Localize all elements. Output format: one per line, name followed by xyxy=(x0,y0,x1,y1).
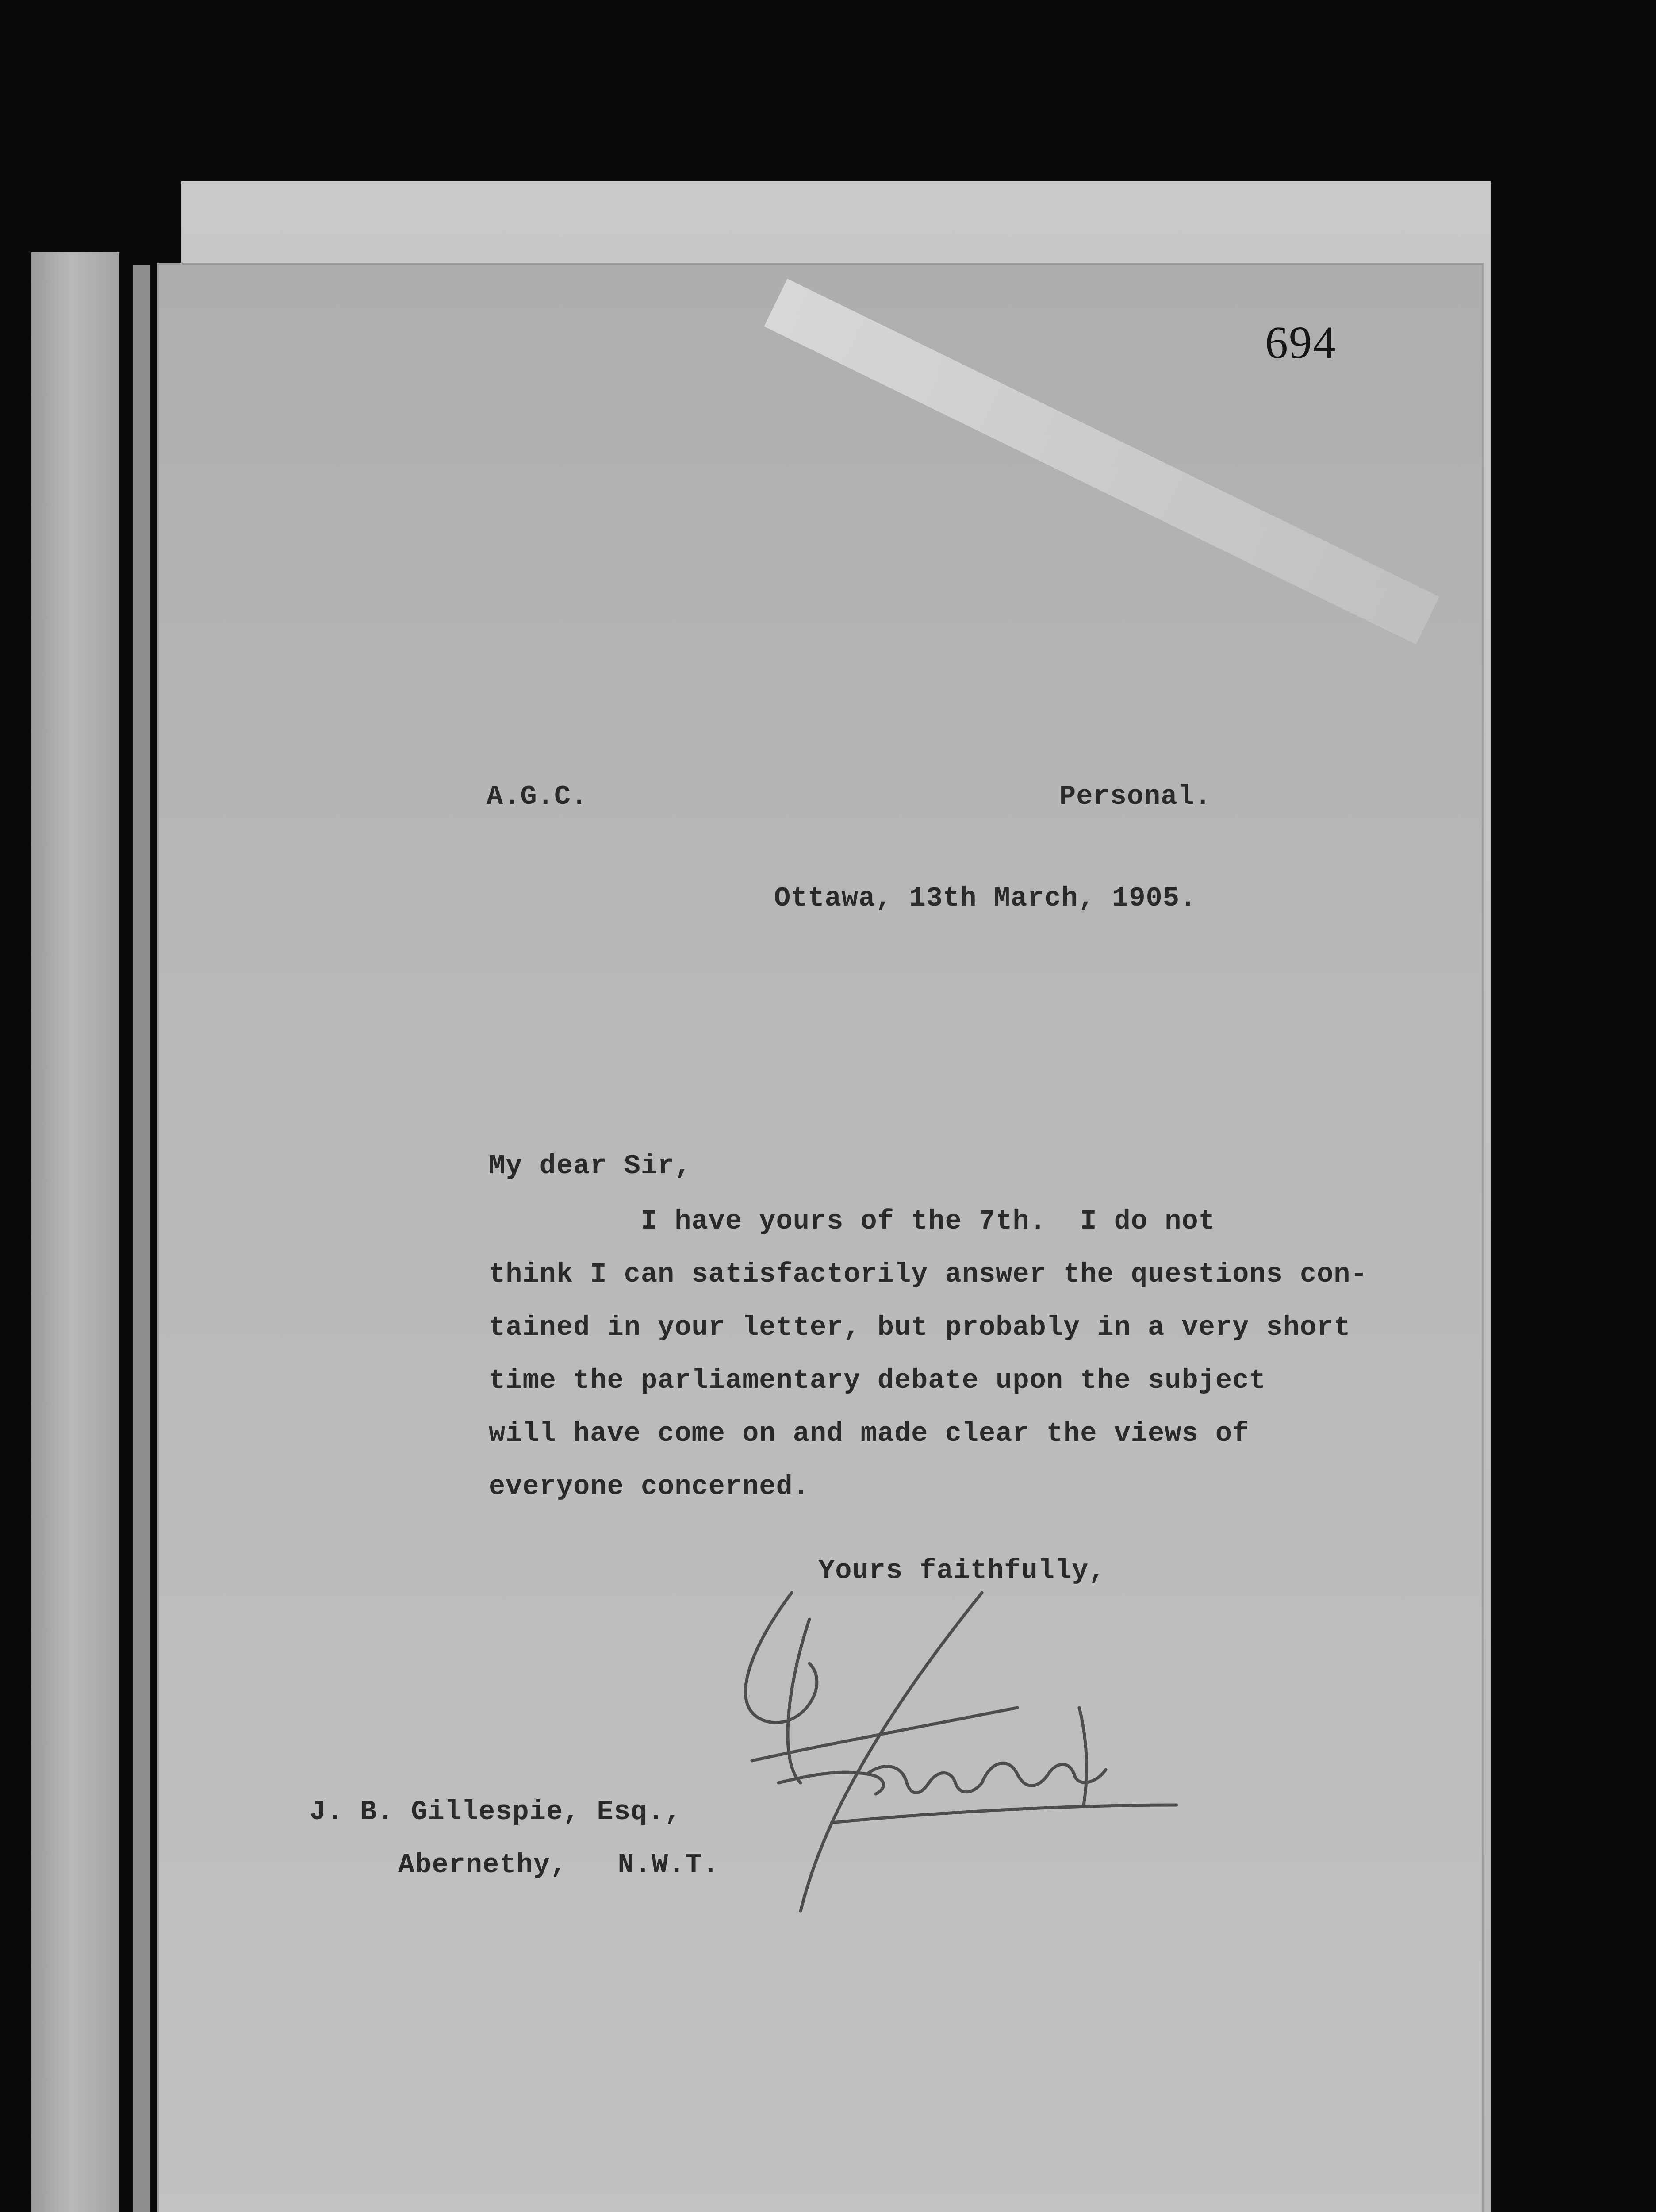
dateline: Ottawa, 13th March, 1905. xyxy=(774,883,1197,914)
body-line: I have yours of the 7th. I do not xyxy=(489,1206,1215,1237)
page-number: 694 xyxy=(1265,317,1337,368)
personal-marking: Personal. xyxy=(1059,781,1211,812)
salutation: My dear Sir, xyxy=(489,1150,692,1182)
sender-initials: A.G.C. xyxy=(487,781,588,812)
recipient-place: Abernethy, N.W.T. xyxy=(398,1849,719,1881)
body-line: time the parliamentary debate upon the subject xyxy=(489,1365,1266,1396)
body-line: tained in your letter, but probably in a very short xyxy=(489,1312,1351,1343)
body-line: will have come on and made clear the views of xyxy=(489,1418,1250,1449)
body-line: think I can satisfactorily answer the questions con- xyxy=(489,1259,1368,1290)
left-page-edge xyxy=(133,265,150,2212)
recipient-name: J. B. Gillespie, Esq., xyxy=(310,1796,682,1828)
closing: Yours faithfully, xyxy=(818,1555,1106,1586)
handwritten-signature xyxy=(699,1575,1199,1938)
body-line: everyone concerned. xyxy=(489,1471,810,1502)
left-binding-strip xyxy=(31,252,119,2212)
